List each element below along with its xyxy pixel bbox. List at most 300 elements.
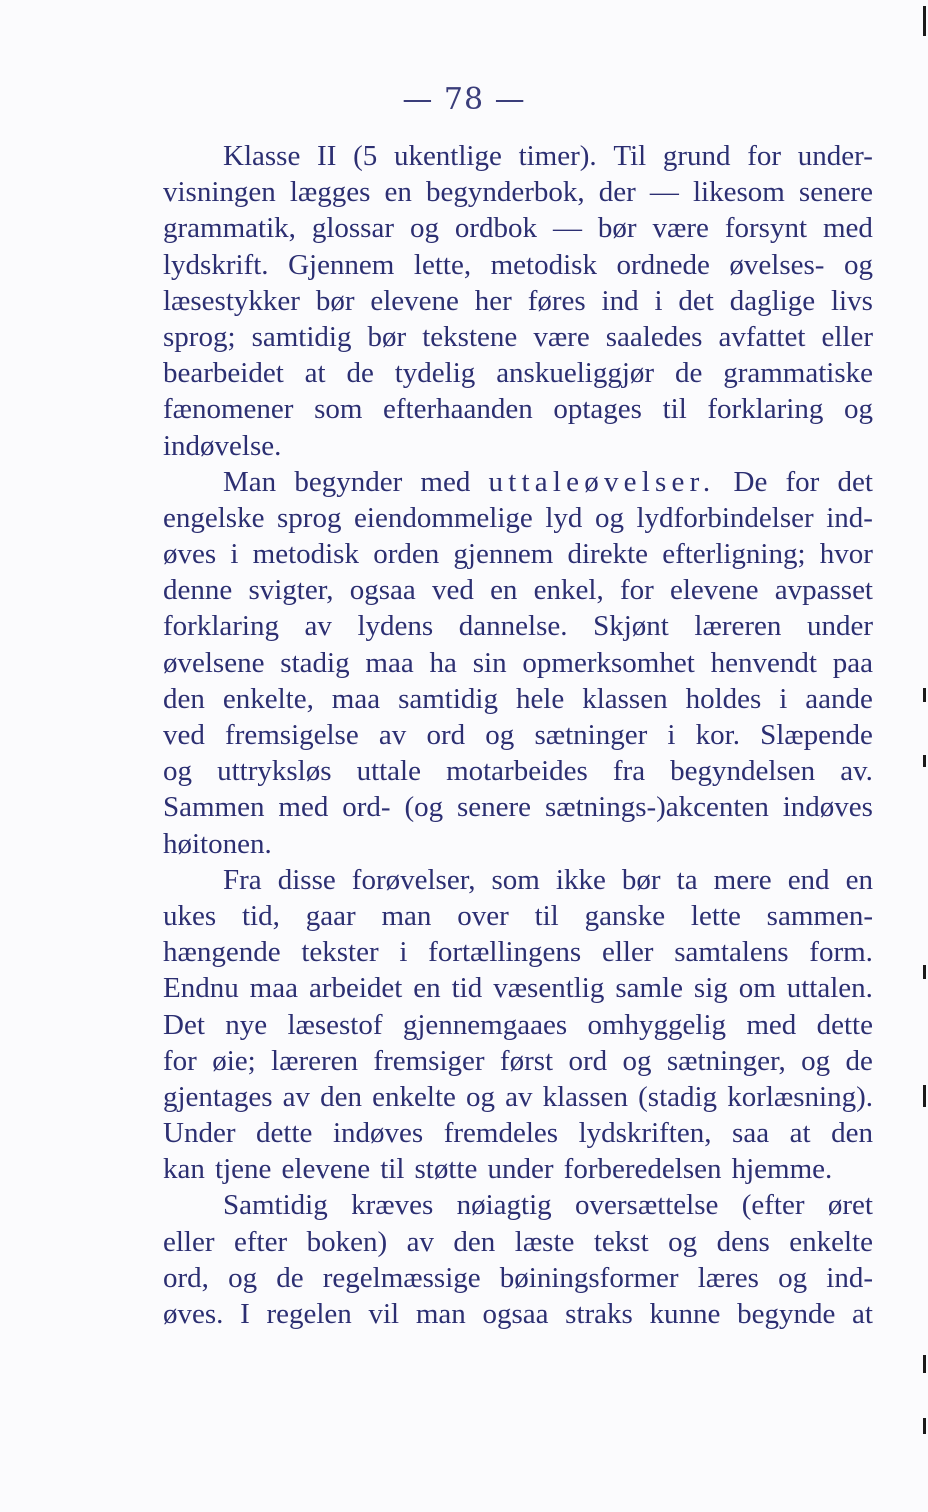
word: fænomener bbox=[163, 393, 294, 426]
word: man bbox=[415, 1298, 466, 1330]
text-line bbox=[163, 826, 873, 862]
word: metodisk bbox=[490, 248, 597, 281]
word: henvendt bbox=[710, 646, 817, 679]
word: timer). bbox=[518, 140, 597, 172]
word: læsestykker bbox=[163, 284, 300, 317]
word: lydskriften, bbox=[578, 1117, 712, 1150]
word: en bbox=[845, 863, 873, 896]
text-line bbox=[163, 500, 873, 536]
word: for bbox=[785, 465, 820, 498]
word: i bbox=[230, 538, 239, 571]
word: samle bbox=[615, 972, 683, 1005]
word: efter bbox=[233, 1225, 288, 1258]
word: ogsaa bbox=[349, 574, 416, 607]
word: maa bbox=[249, 972, 298, 1005]
word: det bbox=[837, 465, 873, 498]
word: føres bbox=[527, 284, 586, 317]
word: denne bbox=[163, 574, 233, 607]
word: enkelte, bbox=[222, 682, 314, 715]
word: holdes bbox=[685, 682, 762, 715]
text-line bbox=[163, 1007, 873, 1043]
word: og bbox=[594, 501, 624, 534]
word: tjene bbox=[215, 1153, 272, 1186]
word: og bbox=[485, 719, 515, 751]
text-line bbox=[163, 789, 873, 825]
word: kunne bbox=[649, 1298, 721, 1330]
word: over bbox=[457, 899, 509, 932]
word: at bbox=[304, 357, 326, 390]
word: eiendommelige bbox=[354, 501, 533, 534]
word: begyndelsen bbox=[670, 755, 816, 788]
paragraph bbox=[163, 1187, 873, 1332]
word: øves. bbox=[163, 1298, 224, 1330]
text-line bbox=[163, 1187, 873, 1223]
word: høitonen. bbox=[163, 827, 272, 860]
word: gjentages bbox=[163, 1080, 273, 1113]
word: saa bbox=[732, 1117, 770, 1150]
word: at bbox=[789, 1117, 811, 1150]
word: lydens bbox=[357, 610, 434, 643]
word: lydskrift. bbox=[163, 248, 269, 281]
word: at bbox=[852, 1298, 873, 1330]
word: de bbox=[674, 357, 703, 390]
word: motarbeides bbox=[446, 755, 588, 788]
word: oversættelse bbox=[575, 1189, 719, 1222]
word: mere bbox=[713, 863, 772, 896]
text-line bbox=[163, 862, 873, 898]
word: sammen- bbox=[766, 899, 873, 932]
word: for bbox=[619, 574, 654, 607]
text-line bbox=[163, 319, 873, 355]
word: ord bbox=[568, 1044, 608, 1077]
word: indøvelse. bbox=[163, 429, 282, 462]
word: elevene bbox=[281, 1153, 371, 1186]
word: med bbox=[420, 465, 471, 498]
word: tekster bbox=[301, 936, 379, 969]
word: optages bbox=[553, 393, 642, 426]
word: tid, bbox=[242, 899, 280, 932]
word: til bbox=[534, 899, 559, 932]
word: sætnings-)akcenten bbox=[544, 791, 769, 824]
word: (efter bbox=[741, 1189, 805, 1222]
word: visningen bbox=[163, 176, 276, 209]
word: boken) bbox=[306, 1225, 388, 1258]
word: ukes bbox=[163, 899, 217, 932]
word: indøves bbox=[332, 1117, 424, 1150]
word: sprog; bbox=[163, 320, 236, 353]
word: indøves bbox=[782, 791, 873, 824]
text-line bbox=[163, 1296, 873, 1332]
word: forklaring bbox=[163, 610, 279, 643]
word: Slæpende bbox=[760, 719, 873, 751]
word: begynder bbox=[294, 465, 403, 498]
word: regelmæssige bbox=[322, 1261, 481, 1294]
word: Gjennem bbox=[288, 248, 395, 281]
word: en bbox=[384, 176, 412, 209]
word: glossar bbox=[311, 212, 394, 245]
word: Man bbox=[223, 465, 277, 498]
text-line bbox=[163, 464, 873, 500]
word: avpasset bbox=[774, 574, 873, 607]
word: av bbox=[505, 1080, 533, 1113]
text-line bbox=[163, 934, 873, 970]
word: øie; bbox=[212, 1044, 256, 1077]
word: dannelse. bbox=[458, 610, 568, 643]
word: ind bbox=[601, 284, 639, 317]
word: læreren bbox=[694, 610, 782, 643]
word: dette bbox=[256, 1117, 313, 1150]
word: de bbox=[845, 1044, 873, 1077]
word: form. bbox=[809, 936, 873, 969]
text-line bbox=[163, 898, 873, 934]
word: ogsaa bbox=[482, 1298, 549, 1330]
word: støtte bbox=[414, 1153, 478, 1186]
word: under bbox=[487, 1153, 554, 1186]
word: være bbox=[533, 320, 590, 353]
word: anskueliggjør bbox=[496, 357, 655, 390]
word: fra bbox=[612, 755, 646, 788]
word: og bbox=[778, 1261, 808, 1294]
word: grammatiske bbox=[723, 357, 873, 390]
word: klassen bbox=[582, 682, 668, 715]
word: sætninger, bbox=[666, 1044, 786, 1077]
scan-edge-mark bbox=[923, 6, 926, 36]
word: (5 bbox=[353, 140, 378, 172]
word: regelen bbox=[266, 1298, 352, 1330]
text-line bbox=[163, 1260, 873, 1296]
word: den bbox=[163, 682, 205, 715]
word: enkelte bbox=[789, 1225, 873, 1258]
word: eller bbox=[163, 1225, 215, 1258]
scan-edge-mark bbox=[923, 965, 926, 979]
scan-edge-mark bbox=[923, 1355, 926, 1373]
word: disse bbox=[277, 863, 336, 896]
word: maa bbox=[331, 682, 381, 715]
word: stadig bbox=[280, 646, 350, 679]
word: med bbox=[822, 212, 873, 245]
word: hele bbox=[515, 682, 565, 715]
word: og bbox=[622, 1044, 652, 1077]
word: hvor bbox=[819, 538, 873, 571]
word: læsestof bbox=[287, 1008, 383, 1041]
word: lette, bbox=[413, 248, 472, 281]
text-line bbox=[163, 355, 873, 391]
word: ind- bbox=[826, 501, 873, 534]
word: av. bbox=[840, 755, 873, 788]
word: sin bbox=[472, 646, 507, 679]
word: dette bbox=[816, 1008, 873, 1041]
word: ved bbox=[163, 719, 205, 751]
word: læste bbox=[514, 1225, 575, 1258]
word: bøiningsformer bbox=[499, 1261, 679, 1294]
word: ord- bbox=[342, 791, 391, 824]
word: opmerksomhet bbox=[522, 646, 695, 679]
word: saaledes bbox=[605, 320, 703, 353]
word: ikke bbox=[555, 863, 606, 896]
word: ved bbox=[431, 574, 474, 607]
word: de bbox=[346, 357, 374, 390]
word: grammatik, bbox=[163, 212, 296, 245]
paragraph bbox=[163, 138, 873, 464]
text-line bbox=[163, 1115, 873, 1151]
word: tekst bbox=[593, 1225, 649, 1258]
word: forklaring bbox=[707, 393, 824, 426]
text-line bbox=[163, 428, 873, 464]
scan-edge-mark bbox=[923, 1418, 926, 1434]
word: den bbox=[831, 1117, 873, 1150]
word: nye bbox=[225, 1008, 268, 1041]
word: samtalens bbox=[674, 936, 789, 969]
word: engelske bbox=[163, 501, 265, 534]
text-line bbox=[163, 572, 873, 608]
paragraph bbox=[163, 862, 873, 1188]
word: (stadig bbox=[638, 1080, 718, 1113]
word: fortællingens bbox=[428, 936, 582, 969]
word: som bbox=[314, 393, 363, 426]
word: korlæsning). bbox=[727, 1080, 873, 1113]
word: fremsigelse bbox=[225, 719, 359, 751]
word: først bbox=[499, 1044, 554, 1077]
word: metodisk bbox=[252, 538, 359, 571]
word: en bbox=[413, 972, 441, 1005]
text-line bbox=[163, 753, 873, 789]
word: fremdeles bbox=[443, 1117, 559, 1150]
word: av bbox=[378, 719, 407, 751]
page-number: — 78 — bbox=[402, 82, 526, 117]
word: i bbox=[779, 682, 788, 715]
word: Skjønt bbox=[593, 610, 669, 643]
text-line bbox=[163, 645, 873, 681]
word: aande bbox=[805, 682, 873, 715]
word: de bbox=[276, 1261, 304, 1294]
word: en bbox=[490, 574, 518, 607]
word: gaar bbox=[305, 899, 356, 932]
word: Under bbox=[163, 1117, 236, 1150]
word: efterhaanden bbox=[383, 393, 533, 426]
word: kan bbox=[163, 1153, 205, 1186]
text-line bbox=[163, 391, 873, 427]
word: samtidig bbox=[251, 320, 352, 353]
word: tid bbox=[451, 972, 483, 1005]
text-line bbox=[163, 970, 873, 1006]
word: uttalen. bbox=[786, 972, 873, 1005]
word: samtidig bbox=[398, 682, 498, 715]
word: straks bbox=[565, 1298, 633, 1330]
word: under- bbox=[797, 140, 873, 172]
word: i bbox=[667, 719, 676, 751]
word: efterligning; bbox=[662, 538, 806, 571]
word: for bbox=[747, 140, 782, 172]
word: det bbox=[678, 284, 714, 317]
word: fremsiger bbox=[373, 1044, 485, 1077]
word: der bbox=[598, 176, 636, 209]
word: lyd bbox=[545, 501, 583, 534]
word: bør bbox=[621, 863, 661, 896]
word: sætninger bbox=[534, 719, 648, 751]
word: og bbox=[466, 1080, 495, 1113]
word: og bbox=[843, 248, 873, 281]
word: end bbox=[787, 863, 830, 896]
word: Sammen bbox=[163, 791, 265, 824]
word: livs bbox=[830, 284, 873, 317]
word: direkte bbox=[567, 538, 648, 571]
word: øvelsene bbox=[163, 646, 265, 679]
word: av bbox=[282, 1080, 311, 1113]
word: Det bbox=[163, 1008, 205, 1041]
word: med bbox=[746, 1008, 797, 1041]
word: senere bbox=[798, 176, 873, 209]
word: Til bbox=[613, 140, 647, 172]
word: tydelig bbox=[394, 357, 476, 390]
word: ukentlige bbox=[393, 140, 502, 172]
word: enkel, bbox=[533, 574, 604, 607]
paragraph bbox=[163, 464, 873, 862]
word: i bbox=[399, 936, 408, 969]
word: med bbox=[278, 791, 329, 824]
word: grund bbox=[662, 140, 731, 172]
word: senere bbox=[457, 791, 532, 824]
word: være bbox=[652, 212, 709, 245]
word: ta bbox=[676, 863, 698, 896]
word: ordbok bbox=[454, 212, 538, 245]
text-line bbox=[163, 1224, 873, 1260]
word: og bbox=[801, 1044, 831, 1077]
word: II bbox=[317, 140, 337, 172]
word: begynderbok, bbox=[426, 176, 585, 209]
text-line bbox=[163, 681, 873, 717]
word: forberedelsen bbox=[563, 1153, 722, 1186]
word: ordnede bbox=[616, 248, 710, 281]
word: enkelte bbox=[372, 1080, 456, 1113]
word: hjemme. bbox=[731, 1153, 833, 1186]
word: øvelses- bbox=[729, 248, 825, 281]
word: væsentlig bbox=[493, 972, 605, 1005]
word: den bbox=[320, 1080, 363, 1113]
word: uttale bbox=[356, 755, 421, 788]
word: — bbox=[649, 176, 679, 209]
word: til bbox=[662, 393, 687, 426]
text-line bbox=[163, 210, 873, 246]
word: omhyggelig bbox=[587, 1008, 726, 1041]
word: forsynt bbox=[724, 212, 808, 245]
text-line bbox=[163, 1151, 873, 1187]
word: og bbox=[409, 212, 439, 245]
word: til bbox=[380, 1153, 405, 1186]
word: av bbox=[304, 610, 332, 643]
word: — bbox=[552, 212, 582, 245]
word: forøvelser, bbox=[351, 863, 476, 896]
word: gjennem bbox=[453, 538, 554, 571]
word: bearbeidet bbox=[163, 357, 284, 390]
word: maa bbox=[365, 646, 414, 679]
word: ord, bbox=[163, 1261, 209, 1294]
word: for bbox=[163, 1044, 197, 1077]
word: under bbox=[806, 610, 873, 643]
word: nøiagtig bbox=[456, 1189, 552, 1222]
word: uttaleøvelser. bbox=[488, 465, 716, 498]
word: og bbox=[843, 393, 873, 426]
word: kor. bbox=[695, 719, 740, 751]
word: ganske bbox=[584, 899, 666, 932]
word: elevene bbox=[370, 284, 459, 317]
text-line bbox=[163, 174, 873, 210]
text-line bbox=[163, 1079, 873, 1115]
word: ha bbox=[429, 646, 457, 679]
word: elevene bbox=[669, 574, 759, 607]
scan-edge-mark bbox=[923, 1085, 926, 1107]
word: her bbox=[474, 284, 512, 317]
word: ord bbox=[426, 719, 466, 751]
word: orden bbox=[373, 538, 440, 571]
word: av bbox=[406, 1225, 434, 1258]
word: daglige bbox=[729, 284, 816, 317]
scan-edge-mark bbox=[923, 688, 926, 702]
word: Klasse bbox=[223, 140, 301, 172]
word: paa bbox=[832, 646, 873, 679]
text-line bbox=[163, 536, 873, 572]
text-line bbox=[163, 1043, 873, 1079]
word: kræves bbox=[351, 1189, 434, 1222]
word: uttryksløs bbox=[217, 755, 332, 788]
word: klassen bbox=[542, 1080, 628, 1113]
word: Endnu bbox=[163, 972, 239, 1005]
word: ind- bbox=[826, 1261, 873, 1294]
word: De bbox=[733, 465, 768, 498]
word: likesom bbox=[692, 176, 785, 209]
word: og bbox=[668, 1225, 698, 1258]
text-line bbox=[163, 138, 873, 174]
word: tekstene bbox=[422, 320, 518, 353]
word: sprog bbox=[277, 501, 342, 534]
word: læreren bbox=[271, 1044, 359, 1077]
word: bør bbox=[315, 284, 355, 317]
word: Fra bbox=[223, 863, 262, 896]
word: som bbox=[491, 863, 540, 896]
word: eller bbox=[821, 320, 873, 353]
word: Samtidig bbox=[223, 1189, 328, 1222]
word: I bbox=[240, 1298, 250, 1330]
word: eller bbox=[601, 936, 654, 969]
text-line bbox=[163, 247, 873, 283]
word: bør bbox=[597, 212, 637, 245]
text-line bbox=[163, 283, 873, 319]
word: og bbox=[228, 1261, 258, 1294]
word: hængende bbox=[163, 936, 281, 969]
word: vil bbox=[368, 1298, 400, 1330]
word: lette bbox=[690, 899, 741, 932]
word: om bbox=[738, 972, 776, 1005]
word: øves bbox=[163, 538, 217, 571]
word: arbeidet bbox=[308, 972, 403, 1005]
word: lægges bbox=[289, 176, 371, 209]
word: i bbox=[654, 284, 663, 317]
word: øret bbox=[827, 1189, 873, 1222]
word: læres bbox=[697, 1261, 759, 1294]
word: gjennemgaaes bbox=[402, 1008, 568, 1041]
word: og bbox=[163, 755, 192, 788]
word: svigter, bbox=[248, 574, 334, 607]
word: avfattet bbox=[718, 320, 806, 353]
word: lydforbindelser bbox=[636, 501, 814, 534]
word: (og bbox=[404, 791, 444, 824]
text-line bbox=[163, 608, 873, 644]
body-text bbox=[163, 138, 873, 1332]
scan-edge-mark bbox=[923, 755, 926, 767]
word: bør bbox=[367, 320, 407, 353]
word: begynde bbox=[737, 1298, 836, 1330]
word: den bbox=[453, 1225, 496, 1258]
text-line bbox=[163, 717, 873, 753]
